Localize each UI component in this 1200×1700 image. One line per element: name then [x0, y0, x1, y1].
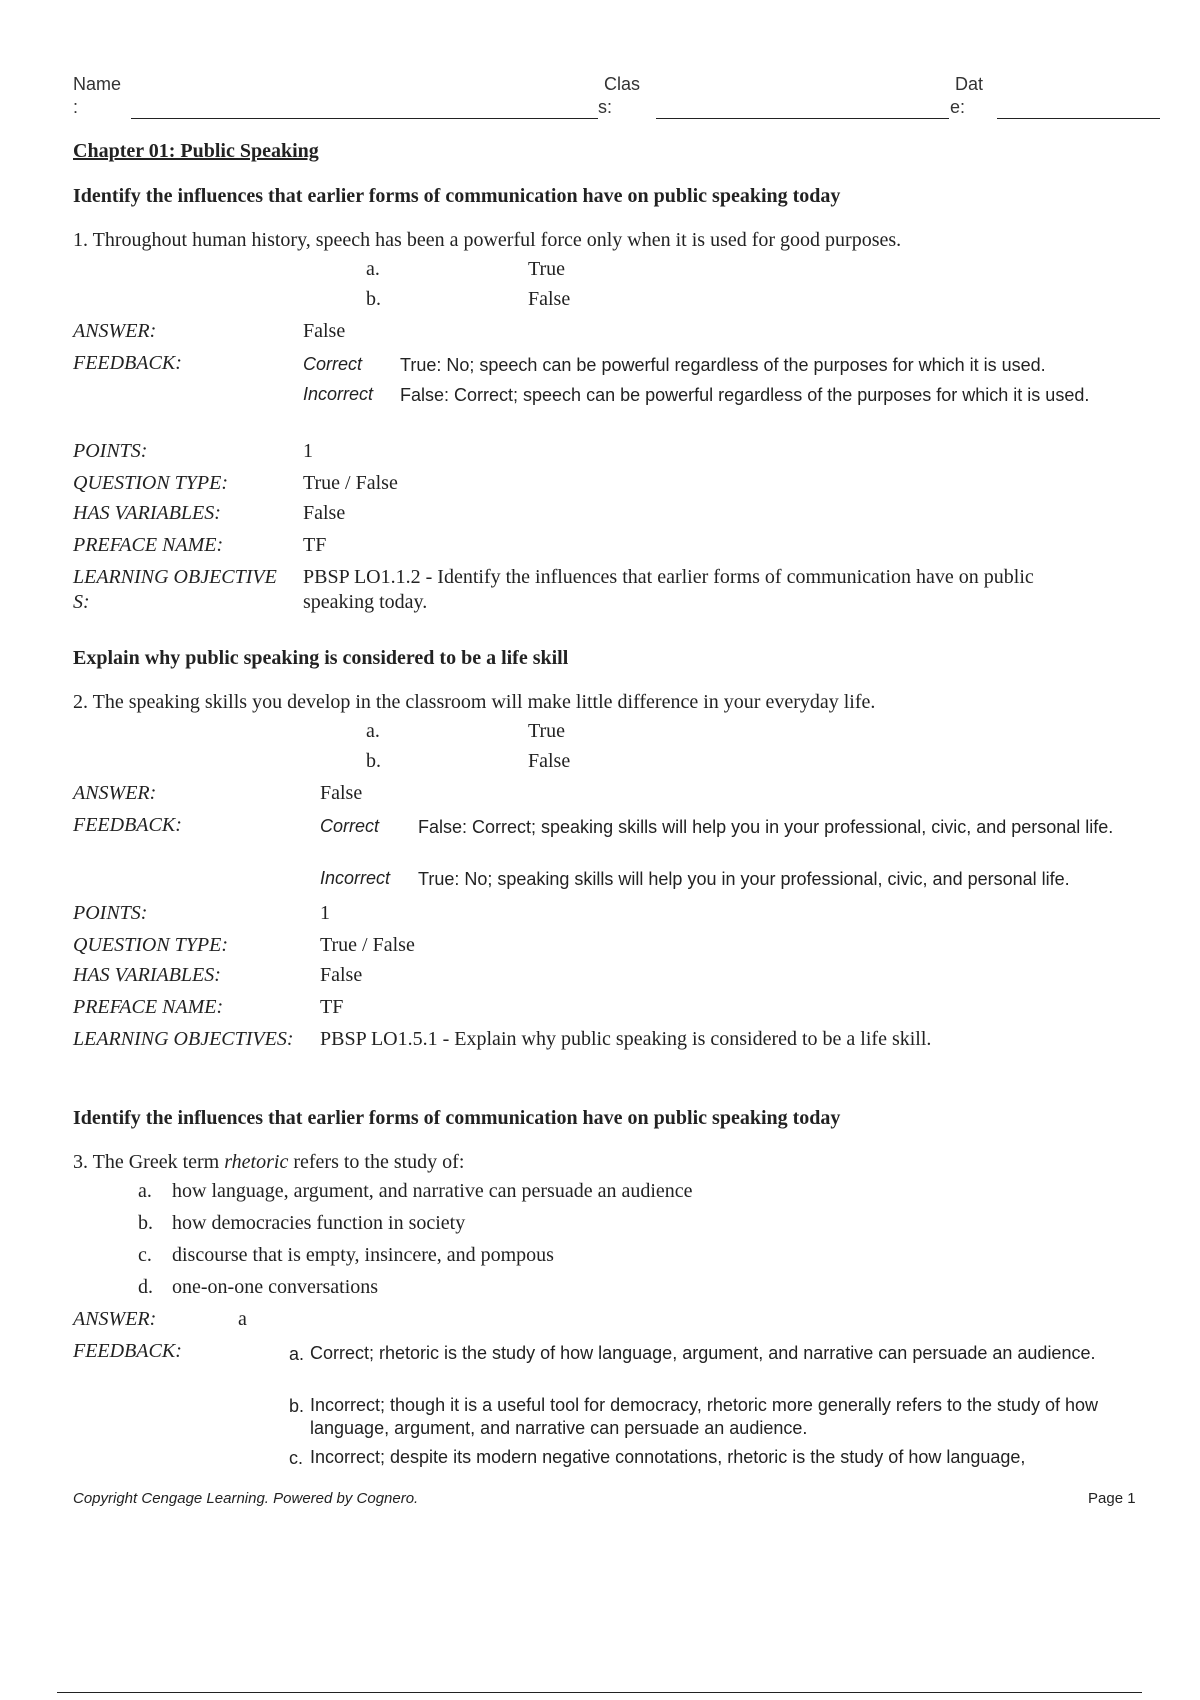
question-type-label: QUESTION TYPE: [73, 472, 229, 494]
name-label: Name [73, 74, 122, 94]
preface-name-label: PREFACE NAME: [73, 996, 224, 1018]
chapter-title: Chapter 01: Public Speaking [73, 140, 319, 162]
preface-name-value: TF [320, 996, 344, 1018]
option-text: False [528, 750, 571, 772]
learning-objectives-label: LEARNING OBJECTIVES: [73, 1028, 294, 1050]
has-variables-label: HAS VARIABLES: [73, 502, 221, 524]
feedback-text: True: No; speech can be powerful regardless of the purposes for which it is used. [400, 355, 1046, 375]
feedback-label: FEEDBACK: [73, 814, 182, 836]
learning-objective-value-cont: speaking today. [303, 591, 428, 613]
feedback-text: Incorrect; though it is a useful tool for democracy, rhetoric more generally refers to the study of how language, argument, and narrative can persuade an audience. [310, 1395, 1099, 1438]
class-label-suffix: s: [598, 97, 613, 117]
feedback-label: FEEDBACK: [73, 352, 182, 374]
option-letter: b. [366, 750, 381, 772]
feedback-letter: c. [289, 1448, 304, 1468]
option-letter: a. [138, 1180, 152, 1202]
prompt-term: rhetoric [224, 1151, 289, 1173]
prompt-end: refers to the study of: [288, 1151, 465, 1173]
has-variables-label: HAS VARIABLES: [73, 964, 221, 986]
answer-value: a [238, 1308, 247, 1330]
preface-name-value: TF [303, 534, 327, 556]
option-letter: b. [138, 1212, 153, 1234]
question-prompt: 1. Throughout human history, speech has been a powerful force only when it is used for good purposes. [73, 229, 902, 251]
question-type-label: QUESTION TYPE: [73, 934, 229, 956]
points-value: 1 [320, 902, 330, 924]
section-heading: Explain why public speaking is considered to be a life skill [73, 647, 569, 669]
option-text: one-on-one conversations [172, 1276, 379, 1298]
prompt-start: 3. The Greek term [73, 1151, 225, 1173]
name-label-colon: : [73, 97, 79, 117]
answer-label: ANSWER: [73, 782, 157, 804]
section-heading: Identify the influences that earlier forms of communication have on public speaking today [73, 1107, 841, 1129]
learning-objective-value: PBSP LO1.1.2 - Identify the influences that earlier forms of communication have on public [303, 566, 1034, 588]
date-label: Dat [955, 74, 984, 94]
feedback-text: Incorrect; despite its modern negative connotations, rhetoric is the study of how language, [310, 1447, 1026, 1467]
question-prompt [73, 1151, 464, 1174]
option-text: how democracies function in society [172, 1212, 466, 1234]
footer-page-number: Page 1 [1088, 1490, 1136, 1507]
footer-copyright: Copyright Cengage Learning. Powered by Cognero. [73, 1490, 419, 1507]
option-text: False [528, 288, 571, 310]
option-text: how language, argument, and narrative can persuade an audience [172, 1180, 693, 1202]
feedback-label: FEEDBACK: [73, 1340, 182, 1362]
has-variables-value: False [320, 964, 363, 986]
feedback-text: False: Correct; speaking skills will help you in your professional, civic, and personal life. [418, 817, 1114, 837]
answer-value: False [303, 320, 346, 342]
feedback-text: Correct; rhetoric is the study of how language, argument, and narrative can persuade an audience. [310, 1343, 1096, 1363]
date-label-suffix: e: [950, 97, 966, 117]
date-field-line[interactable] [997, 118, 1160, 119]
learning-objective-label: LEARNING OBJECTIVE [73, 566, 277, 588]
option-letter: a. [366, 720, 380, 742]
learning-objectives-value: PBSP LO1.5.1 - Explain why public speaking is considered to be a life skill. [320, 1028, 932, 1050]
section-heading: Identify the influences that earlier forms of communication have on public speaking today [73, 185, 841, 207]
option-letter: b. [366, 288, 381, 310]
feedback-tag: Incorrect [320, 868, 391, 888]
has-variables-value: False [303, 502, 346, 524]
question-type-value: True / False [320, 934, 415, 956]
answer-value: False [320, 782, 363, 804]
option-text: True [528, 258, 566, 280]
question-type-value: True / False [303, 472, 398, 494]
feedback-tag: Correct [320, 816, 380, 836]
feedback-tag: Correct [303, 354, 363, 374]
answer-label: ANSWER: [73, 320, 157, 342]
option-text: True [528, 720, 566, 742]
question-prompt: 2. The speaking skills you develop in the classroom will make little difference in your everyday life. [73, 691, 876, 713]
feedback-text: False: Correct; speech can be powerful regardless of the purposes for which it is used. [400, 385, 1090, 405]
class-field-line[interactable] [656, 118, 949, 119]
preface-name-label: PREFACE NAME: [73, 534, 224, 556]
option-text: discourse that is empty, insincere, and pompous [172, 1244, 554, 1266]
class-label: Clas [604, 74, 641, 94]
learning-objective-label-suffix: S: [73, 591, 90, 613]
option-letter: d. [138, 1276, 153, 1298]
answer-label: ANSWER: [73, 1308, 157, 1330]
points-label: POINTS: [73, 440, 148, 462]
feedback-tag: Incorrect [303, 384, 374, 404]
option-letter: a. [366, 258, 380, 280]
bottom-rule [57, 1692, 1142, 1693]
points-label: POINTS: [73, 902, 148, 924]
feedback-letter: b. [289, 1396, 305, 1416]
feedback-letter: a. [289, 1344, 305, 1364]
points-value: 1 [303, 440, 313, 462]
name-field-line[interactable] [131, 118, 598, 119]
option-letter: c. [138, 1244, 152, 1266]
feedback-text: True: No; speaking skills will help you in your professional, civic, and personal life. [418, 869, 1070, 889]
